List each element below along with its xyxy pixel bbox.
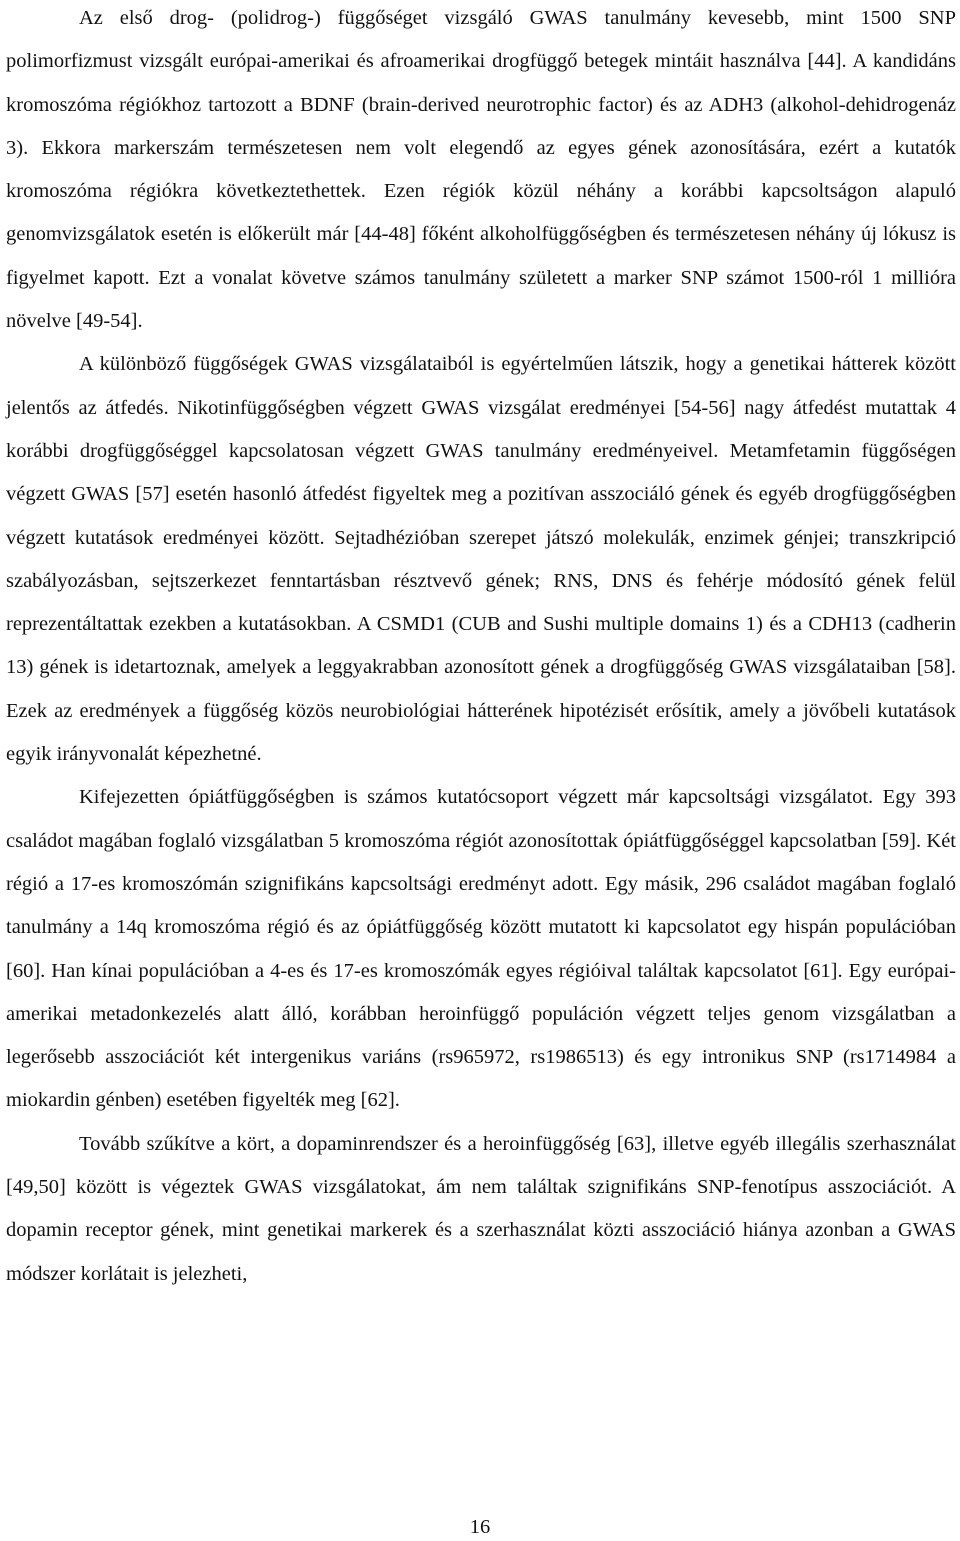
- document-page: [6, 0, 956, 1296]
- paragraph-opiate-linkage: Kifejezetten ópiátfüggőségben is számos kutatócsoport végzett már kapcsoltsági vizsgálatot. Egy 393 családot magában foglaló vizsgálatban 5 kromoszóma régiót azonosítottak ópiátfüggőséggel kapcsolatban [59]. Két régió a 17-es kromoszómán szignifikáns kapcsoltsági eredményt adott. Egy másik, 296 családot magában foglaló tanulmány a 14q kromoszóma régió és az ópiátfüggőség között mutatott ki kapcsolatot egy hispán populációban [60]. Han kínai populációban a 4-es és 17-es kromoszómák egyes régióival találtak kapcsolatot [61]. Egy európai-amerikai metadonkezelés alatt álló, korábban heroinfüggő populáción végzett teljes genom vizsgálatban a legerősebb asszociációt két intergenikus variáns (rs965972, rs1986513) és egy intronikus SNP (rs1714984 a miokardin génben) esetében figyelték meg [62].: [6, 786, 956, 1112]
- paragraph-dopamine: Tovább szűkítve a kört, a dopaminrendszer és a heroinfüggőség [63], illetve egyéb illegális szerhasználat [49,50] között is végeztek GWAS vizsgálatokat, ám nem találtak szignifikáns SNP-fenotípus asszociációt. A dopamin receptor gének, mint genetikai markerek és a szerhasználat közti asszociáció hiánya azonban a GWAS módszer korlátait is jelezheti,: [6, 1132, 956, 1285]
- paragraph-overlap: A különböző függőségek GWAS vizsgálataiból is egyértelműen látszik, hogy a genetikai hátterek között jelentős az átfedés. Nikotinfüggőségben végzett GWAS vizsgálat eredményei [54-56] nagy átfedést mutattak 4 korábbi drogfüggőséggel kapcsolatosan végzett GWAS tanulmány eredményeivel. Metamfetamin függőségen végzett GWAS [57] esetén hasonló átfedést figyeltek meg a pozitívan asszociáló gének és egyéb drogfüggőségben végzett kutatások eredményei között. Sejtadhézióban szerepet játszó molekulák, enzimek génjei; transzkripció szabályozásban, sejtszerkezet fenntartásban résztvevő gének; RNS, DNS és fehérje módosító gének felül reprezentáltattak ezekben a kutatásokban. A CSMD1 (CUB and Sushi multiple domains 1) és a CDH13 (cadherin 13) gének is idetartoznak, amelyek a leggyakrabban azonosított gének a drogfüggőség GWAS vizsgálataiban [58]. Ezek az eredmények a függőség közös neurobiológiai hátterének hipotézisét erősítik, amely a jövőbeli kutatások egyik irányvonalát képezhetné.: [6, 353, 956, 766]
- page-number: 16: [469, 1516, 491, 1538]
- paragraph-drug-gwas: Az első drog- (polidrog-) függőséget vizsgáló GWAS tanulmány kevesebb, mint 1500 SNP polimorfizmust vizsgált európai-amerikai és afroamerikai drogfüggő betegek mintáit használva [44]. A kandidáns kromoszóma régiókhoz tartozott a BDNF (brain-derived neurotrophic factor) és az ADH3 (alkohol-dehidrogenáz 3). Ekkora markerszám természetesen nem volt elegendő az egyes gének azonosítására, ezért a kutatók kromoszóma régiókra következtethettek. Ezen régiók közül néhány a korábbi kapcsoltságon alapuló genomvizsgálatok esetén is előkerült már [44-48] főként alkoholfüggőségben és természetesen néhány új lókusz is figyelmet kapott. Ezt a vonalat követve számos tanulmány született a marker SNP számot 1500-ról 1 millióra növelve [49-54].: [6, 7, 956, 333]
